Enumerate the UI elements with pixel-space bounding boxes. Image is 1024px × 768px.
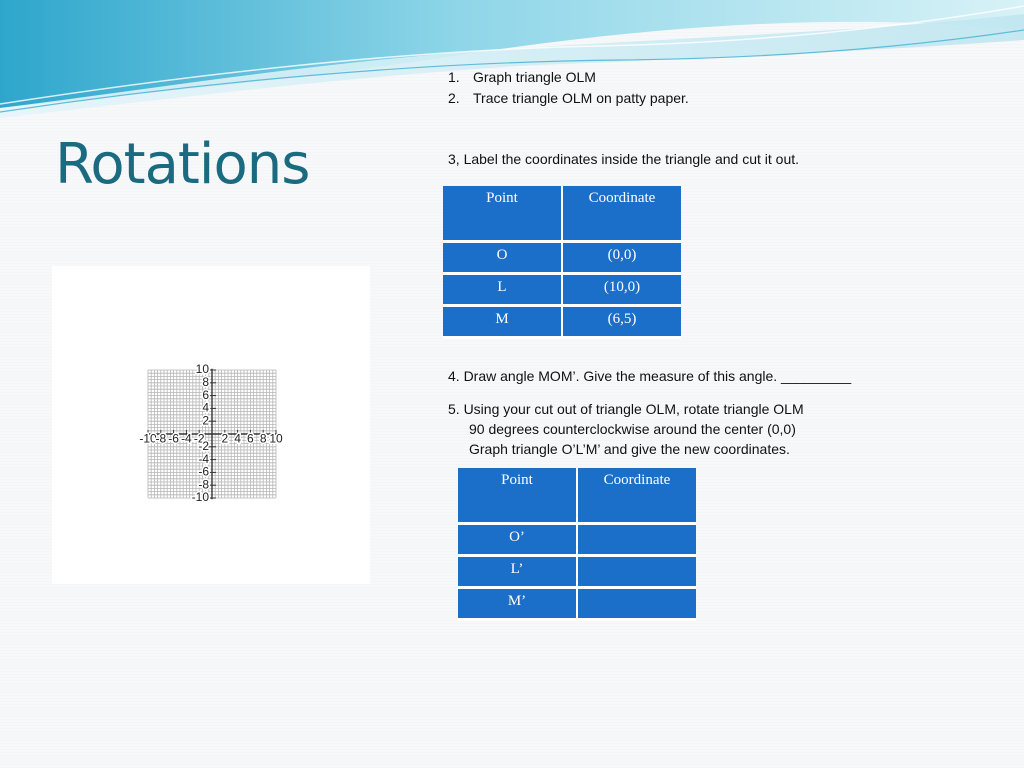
table-header-coordinate: Coordinate (578, 468, 696, 525)
x-tick-label: 2 (221, 431, 229, 446)
x-tick-label: -4 (181, 431, 192, 446)
slide-title: Rotations (55, 132, 310, 197)
coordinate-grid (52, 266, 370, 584)
point-cell: M (443, 307, 563, 339)
y-tick-label: -8 (198, 477, 209, 492)
table-row (458, 589, 696, 621)
table-row (443, 275, 681, 307)
coordinate-cell (578, 589, 696, 621)
y-tick-label: 4 (202, 400, 209, 415)
table-row (443, 243, 681, 275)
x-tick-label: 10 (269, 431, 283, 446)
table-row (443, 307, 681, 339)
instruction-step-5: 5. Using your cut out of triangle OLM, rotate triangle OLM 90 degrees counterclockwise around the center (0,0) Graph triangle O’L’M’ and give the new coordinates. (448, 401, 804, 457)
x-tick-label: 4 (234, 431, 241, 446)
table-row (458, 525, 696, 557)
instruction-step-2: 2. Trace triangle OLM on patty paper. (448, 90, 689, 106)
x-tick-label: 8 (259, 431, 267, 446)
table-header-coordinate: Coordinate (563, 186, 681, 243)
point-cell: M’ (458, 589, 578, 621)
table-header-point: Point (443, 186, 563, 243)
rotated-coordinates-table (458, 468, 696, 621)
y-tick-label: 8 (202, 374, 209, 389)
y-tick-label: -10 (191, 490, 209, 505)
instruction-step-4: 4. Draw angle MOM’. Give the measure of this angle. _________ (448, 368, 852, 384)
x-tick-label: -2 (193, 431, 205, 446)
instruction-step-3: 3, Label the coordinates inside the triangle and cut it out. (448, 151, 800, 167)
coordinate-cell (578, 525, 696, 557)
point-cell: L’ (458, 557, 578, 589)
point-cell: L (443, 275, 563, 307)
y-tick-label: -2 (198, 438, 209, 453)
coordinate-cell: (6,5) (563, 307, 681, 339)
coordinate-cell: (10,0) (563, 275, 681, 307)
instruction-step-1: 1. Graph triangle OLM (448, 69, 596, 85)
coordinate-cell (578, 557, 696, 589)
point-cell: O (443, 243, 563, 275)
x-tick-label: -6 (168, 431, 179, 446)
y-tick-label: 6 (202, 387, 209, 402)
x-tick-label: -10 (139, 431, 157, 446)
point-cell: O’ (458, 525, 578, 557)
coordinate-cell: (0,0) (563, 243, 681, 275)
y-tick-label: 10 (195, 362, 209, 377)
table-header-point: Point (458, 468, 578, 525)
y-tick-label: -4 (198, 451, 209, 466)
x-tick-label: 6 (247, 431, 254, 446)
coordinate-grid-panel (52, 266, 370, 584)
x-tick-label: -8 (155, 431, 167, 446)
table-row (458, 557, 696, 589)
original-coordinates-table (443, 186, 681, 339)
y-tick-label: -6 (198, 464, 209, 479)
y-tick-label: 2 (202, 413, 209, 428)
